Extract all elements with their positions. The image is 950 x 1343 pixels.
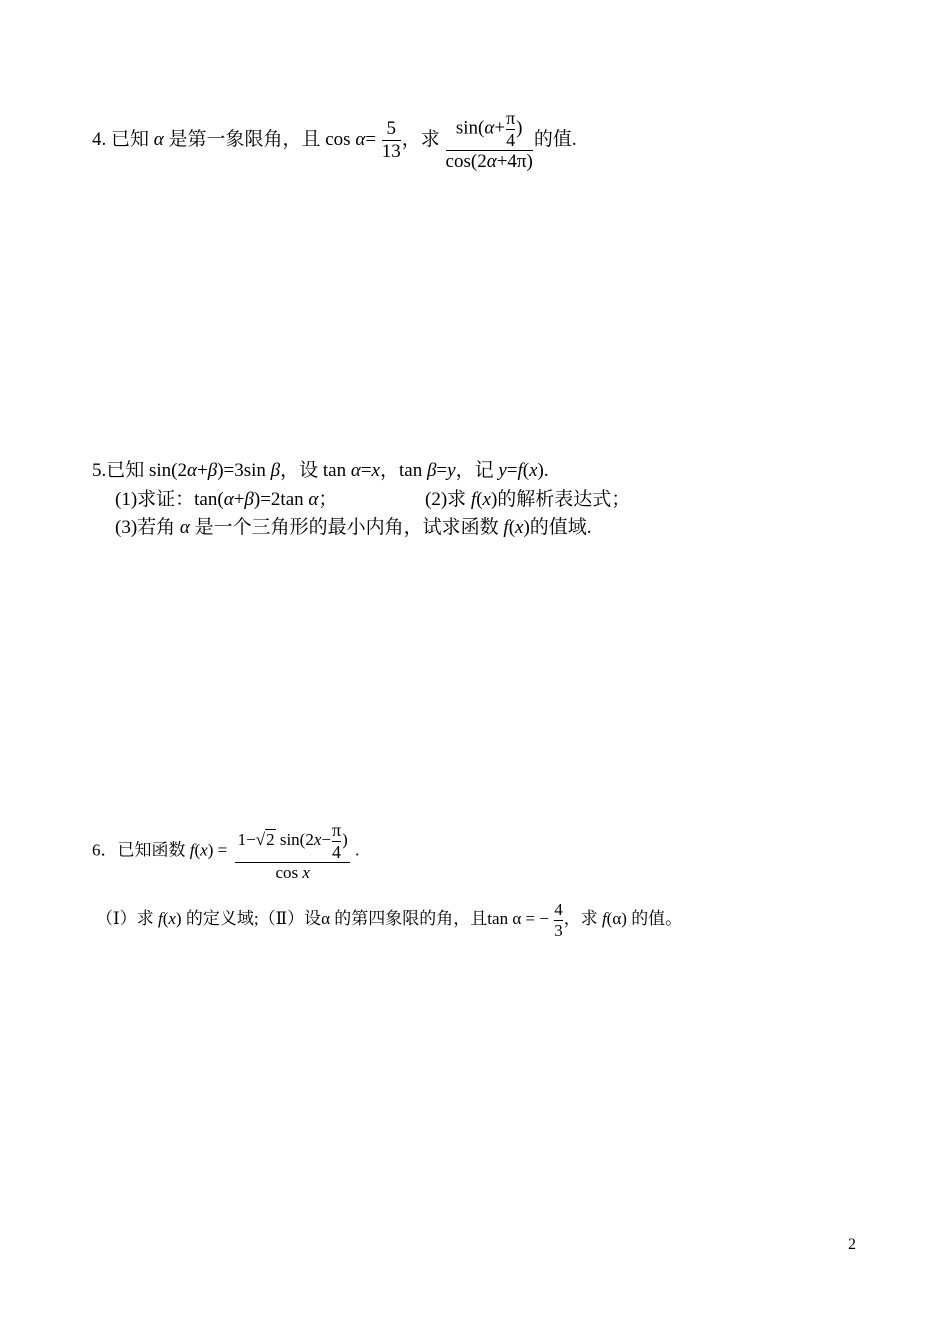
page-number: 2 xyxy=(848,1236,856,1253)
fraction-5-13: $\frac{5}{13}$ xyxy=(381,118,401,163)
question-6-line-1: 6．已知函数 f(x) = 1−√2 sin(2x− $\frac{\pi}{4}$ ) cos x . xyxy=(92,820,360,883)
fraction-4-3: $\frac{4}{3}$ xyxy=(554,900,563,940)
function-fraction: 1−√2 sin(2x− $\frac{\pi}{4}$ ) cos x xyxy=(235,820,349,883)
question-5-line-1: 5.已知 sin(2α+β)=3sin β，设 tan α=x，tan β=y，记 y=f(x). xyxy=(92,460,549,481)
question-6-line-2: （Ⅰ）求 f(x) 的定义域;（Ⅱ）设α 的第四象限的角，且tan α = − $\frac{4}{3}$ ，求 f(α) 的值。 xyxy=(96,900,683,940)
fraction-pi-4: $\frac{\pi}{4}$ xyxy=(506,108,516,150)
question-5-line-2b: (2)求 f(x)的解析表达式； xyxy=(425,489,631,510)
question-5-line-2: (1)求证：tan(α+β)=2tan α； xyxy=(115,489,338,510)
fraction-expression: sin(α+ $\frac{\pi}{4}$ ) cos(2α+4π) xyxy=(445,108,533,173)
sqrt-icon: √ xyxy=(255,830,266,850)
question-5-line-3: (3)若角 α 是一个三角形的最小内角，试求函数 f(x)的值域. xyxy=(115,517,592,538)
fraction-pi-4: $\frac{\pi}{4}$ xyxy=(331,820,342,862)
question-4: 4. 已知 α 是第一象限角，且 cos α= $\frac{5}{13}$ ，求 sin(α+ $\frac{\pi}{4}$ ) cos(2α+4π) 的值. xyxy=(92,108,577,173)
